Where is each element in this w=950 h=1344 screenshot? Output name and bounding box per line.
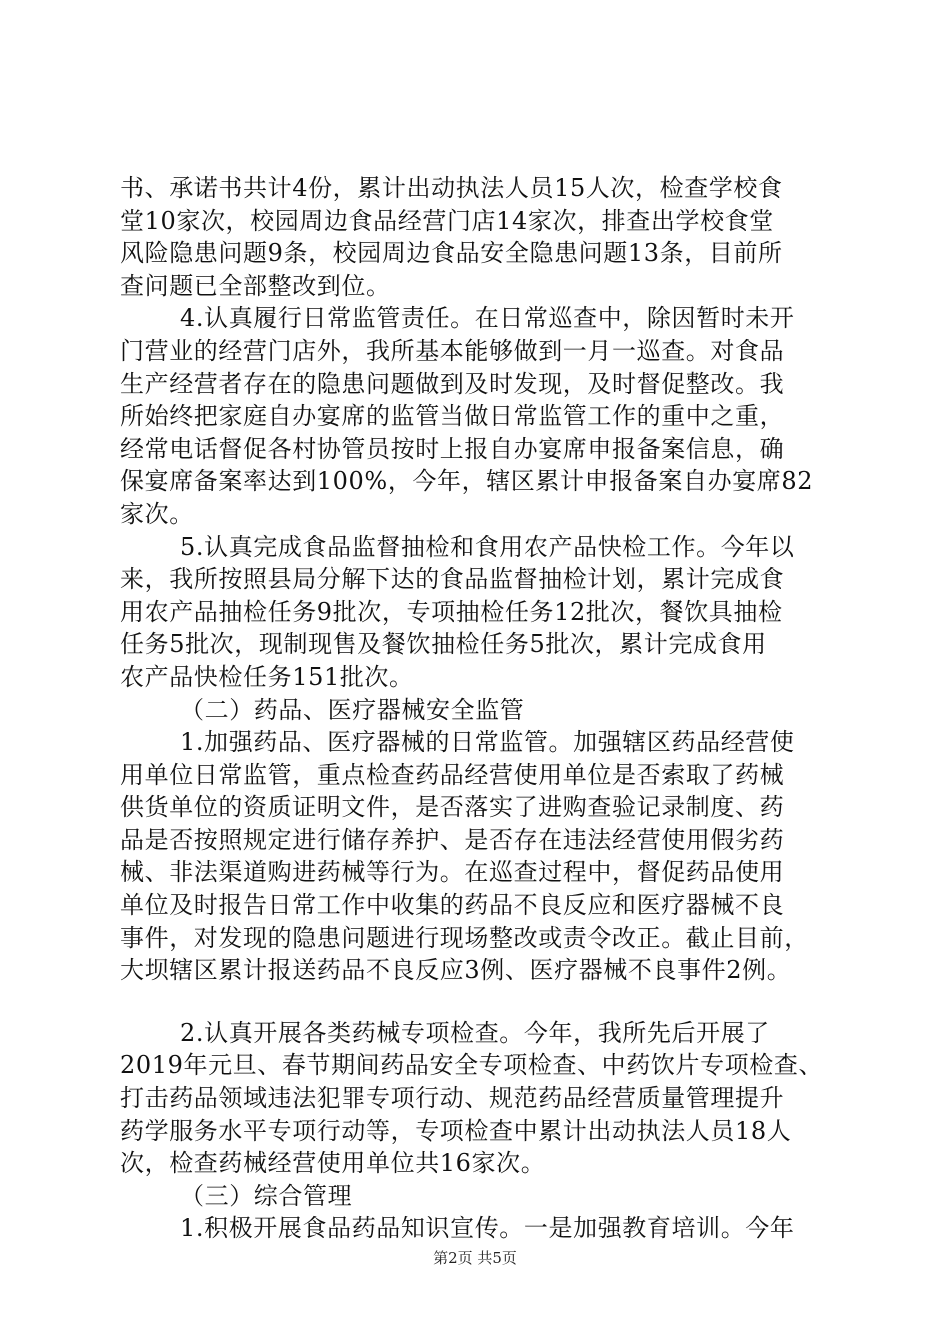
paragraph-3 xyxy=(120,531,855,694)
text-line: （二）药品、医疗器械安全监管 xyxy=(180,695,525,724)
text-line: 来，我所按照县局分解下达的食品监督抽检计划，累计完成食 xyxy=(120,565,785,594)
text-line: 4.认真履行日常监管责任。在日常巡查中，除因暂时未开 xyxy=(180,304,795,333)
paragraph-6 xyxy=(120,1212,855,1245)
section-heading-3 xyxy=(120,1180,855,1213)
text-line: 械、非法渠道购进药械等行为。在巡查过程中，督促药品使用 xyxy=(120,858,785,887)
text-line: 打击药品领域违法犯罪专项行动、规范药品经营质量管理提升 xyxy=(120,1084,785,1113)
text-line: 保宴席备案率达到100%，今年，辖区累计申报备案自办宴席82 xyxy=(120,467,814,496)
text-line: 用农产品抽检任务9批次，专项抽检任务12批次，餐饮具抽检 xyxy=(120,597,783,626)
text-line: 次，检查药械经营使用单位共16家次。 xyxy=(120,1149,546,1178)
page-footer: 第2页 共5页 xyxy=(433,1249,517,1267)
document-body xyxy=(120,172,855,1245)
text-line: 品是否按照规定进行储存养护、是否存在违法经营使用假劣药 xyxy=(120,825,785,854)
text-line: 家次。 xyxy=(120,499,194,528)
text-line: （三）综合管理 xyxy=(180,1181,353,1210)
text-line: 2.认真开展各类药械专项检查。今年，我所先后开展了 xyxy=(180,1018,770,1047)
text-line: 堂10家次，校园周边食品经营门店14家次，排查出学校食堂 xyxy=(120,206,774,235)
text-line: 事件，对发现的隐患问题进行现场整改或责令改正。截止目前， xyxy=(120,923,809,952)
text-line: 门营业的经营门店外，我所基本能够做到一月一巡查。对食品 xyxy=(120,336,785,365)
text-line: 5.认真完成食品监督抽检和食用农产品快检工作。今年以 xyxy=(180,532,795,561)
text-line: 用单位日常监管，重点检查药品经营使用单位是否索取了药械 xyxy=(120,760,785,789)
paragraph-4 xyxy=(120,726,855,987)
text-line: 生产经营者存在的隐患问题做到及时发现，及时督促整改。我 xyxy=(120,369,785,398)
text-line: 1.加强药品、医疗器械的日常监管。加强辖区药品经营使 xyxy=(180,728,795,757)
paragraph-1 xyxy=(120,172,855,302)
paragraph-5 xyxy=(120,1017,855,1180)
text-line: 任务5批次，现制现售及餐饮抽检任务5批次，累计完成食用 xyxy=(120,630,767,659)
text-line: 大坝辖区累计报送药品不良反应3例、医疗器械不良事件2例。 xyxy=(120,956,792,985)
text-line: 书、承诺书共计4份，累计出动执法人员15人次，检查学校食 xyxy=(120,174,783,202)
text-line: 所始终把家庭自办宴席的监管当做日常监管工作的重中之重， xyxy=(120,402,785,431)
text-line: 供货单位的资质证明文件，是否落实了进购查验记录制度、药 xyxy=(120,793,785,822)
text-line: 1.积极开展食品药品知识宣传。一是加强教育培训。今年 xyxy=(180,1214,795,1243)
text-line: 农产品快检任务151批次。 xyxy=(120,662,414,691)
text-line: 2019年元旦、春节期间药品安全专项检查、中药饮片专项检查、 xyxy=(120,1051,824,1080)
text-line: 单位及时报告日常工作中收集的药品不良反应和医疗器械不良 xyxy=(120,891,785,920)
paragraph-gap xyxy=(120,987,855,1017)
paragraph-2 xyxy=(120,302,855,530)
section-heading-2 xyxy=(120,694,855,727)
text-line: 经常电话督促各村协管员按时上报自办宴席申报备案信息，确 xyxy=(120,434,785,463)
text-line: 查问题已全部整改到位。 xyxy=(120,271,391,300)
text-line: 药学服务水平专项行动等，专项检查中累计出动执法人员18人 xyxy=(120,1116,792,1145)
text-line: 风险隐患问题9条，校园周边食品安全隐患问题13条，目前所 xyxy=(120,239,783,268)
